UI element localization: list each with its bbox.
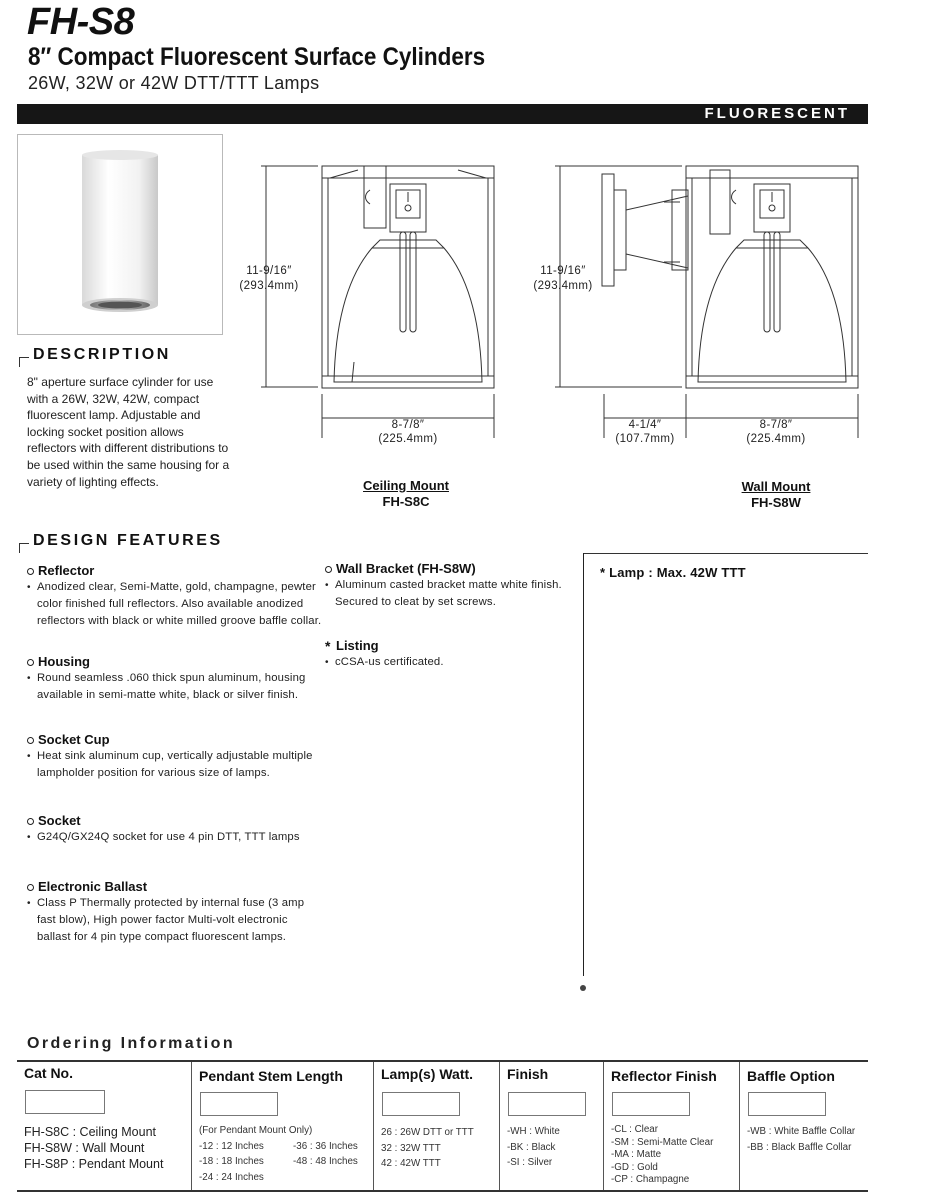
feature-text: • Round seamless .060 thick spun aluminum, housing available in semi-matte white, black or silver finish.	[27, 670, 322, 704]
finish-input-box[interactable]	[508, 1092, 586, 1116]
ordering-col-title: Finish	[507, 1066, 549, 1082]
feature-text: • G24Q/GX24Q socket for use 4 pin DTT, TTT lamps	[27, 829, 322, 846]
feature-title: Reflector	[27, 563, 322, 579]
ceiling-width-in: 8-7/8″	[391, 419, 425, 431]
ordering-heading: Ordering Information	[27, 1035, 235, 1052]
feature-title: Electronic Ballast	[27, 879, 322, 895]
ordering-item: -12 : 12 Inches	[199, 1140, 264, 1152]
reflector-finish-input-box[interactable]	[612, 1092, 690, 1116]
page-title: 8″ Compact Fluorescent Surface Cylinders	[28, 43, 486, 71]
wall-height-mm: (293.4mm)	[533, 280, 593, 292]
ceiling-mount-drawing	[258, 150, 508, 442]
stem-length-input-box[interactable]	[200, 1092, 278, 1116]
ordering-col-title: Reflector Finish	[611, 1068, 717, 1084]
lamp-watt-input-box[interactable]	[382, 1092, 460, 1116]
feature-title: Housing	[27, 654, 322, 670]
ordering-item: FH-S8W : Wall Mount	[24, 1141, 145, 1155]
cylinder-fixture-image	[18, 135, 222, 334]
page-subtitle: 26W, 32W or 42W DTT/TTT Lamps	[28, 73, 320, 93]
wall-depth-in: 4-1/4″	[628, 419, 662, 431]
feature-title: Socket Cup	[27, 732, 322, 748]
lamp-note: * Lamp : Max. 42W TTT	[600, 565, 746, 580]
feature-text: • Anodized clear, Semi-Matte, gold, champagne, pewter color finished full reflectors. Also available anodized reflectors with black or white milled groove baffle collar.	[27, 579, 322, 630]
ordering-item: 32 : 32W TTT	[381, 1142, 441, 1154]
feature-socket	[27, 813, 322, 846]
feature-title: Socket	[27, 813, 322, 829]
ordering-item: -BB : Black Baffle Collar	[747, 1141, 852, 1153]
feature-listing	[325, 638, 565, 671]
feature-socket-cup	[27, 732, 322, 782]
features-divider	[583, 553, 868, 554]
feature-title: Wall Bracket (FH-S8W)	[325, 561, 565, 577]
ceiling-mount-name: Ceiling Mount	[363, 478, 449, 493]
feature-title: * Listing	[325, 638, 565, 654]
ceiling-mount-code: FH-S8C	[382, 494, 430, 509]
feature-text: • cCSA-us certificated.	[325, 654, 565, 671]
ceiling-height-in: 11-9/16″	[246, 265, 292, 277]
ceiling-width-mm: (225.4mm)	[378, 433, 438, 445]
ordering-col-title: Baffle Option	[747, 1068, 835, 1084]
description-heading: DESCRIPTION	[33, 346, 171, 363]
ordering-item: -CP : Champagne	[611, 1174, 690, 1185]
ordering-item: -CL : Clear	[611, 1124, 658, 1135]
ordering-col-stem-length	[191, 1062, 373, 1190]
ordering-item: -SI : Silver	[507, 1157, 553, 1168]
ordering-table	[17, 1060, 868, 1192]
ordering-item: -BK : Black	[507, 1141, 556, 1153]
wall-mount-drawing	[552, 150, 872, 442]
cat-no-input-box[interactable]	[25, 1090, 105, 1114]
wall-depth-mm: (107.7mm)	[615, 433, 675, 445]
product-photo	[17, 134, 223, 335]
feature-housing	[27, 654, 322, 704]
ordering-item: -48 : 48 Inches	[293, 1156, 358, 1167]
ordering-col-reflector-finish	[603, 1062, 739, 1190]
ordering-item: 42 : 42W TTT	[381, 1158, 441, 1169]
column-divider	[583, 553, 584, 976]
ordering-col-lamp-watt	[373, 1062, 499, 1190]
feature-text: • Aluminum casted bracket matte white finish. Secured to cleat by set screws.	[325, 577, 565, 611]
feature-electronic-ballast	[27, 879, 322, 946]
ordering-item: -24 : 24 Inches	[199, 1171, 264, 1183]
ordering-col-title: Cat No.	[24, 1065, 73, 1081]
ordering-col-baffle-option	[739, 1062, 868, 1190]
ordering-item: FH-S8C : Ceiling Mount	[24, 1125, 156, 1139]
wall-mount-label	[706, 479, 846, 511]
wall-mount-name: Wall Mount	[741, 479, 811, 494]
ordering-item: FH-S8P : Pendant Mount	[24, 1157, 164, 1171]
baffle-option-input-box[interactable]	[748, 1092, 826, 1116]
feature-text: • Class P Thermally protected by internal fuse (3 amp fast blow), High power factor Multi-volt electronic ballast for 4 pin type compact fluorescent lamps.	[27, 895, 322, 946]
category-bar	[17, 104, 868, 124]
description-text: 8" aperture surface cylinder for use with a 26W, 32W, 42W, compact fluorescent lamp. Adjustable and locking socket position allows reflectors with different distributions to be used within the same housing for a variety of lighting effects.	[27, 375, 230, 489]
ordering-col-title: Pendant Stem Length	[199, 1068, 343, 1084]
ordering-item: -GD : Gold	[611, 1161, 658, 1173]
ordering-col-finish	[499, 1062, 603, 1190]
wall-width-mm: (225.4mm)	[746, 433, 806, 445]
divider-dot	[580, 985, 586, 991]
ordering-note: (For Pendant Mount Only)	[199, 1125, 313, 1136]
ordering-item: -MA : Matte	[611, 1149, 662, 1160]
features-heading: DESIGN FEATURES	[33, 532, 223, 549]
ordering-item: -WH : White	[507, 1126, 560, 1137]
ceiling-height-mm: (293.4mm)	[239, 280, 299, 292]
wall-height-in: 11-9/16″	[540, 265, 586, 277]
ordering-item: -36 : 36 Inches	[293, 1140, 358, 1152]
ordering-item: 26 : 26W DTT or TTT	[381, 1127, 474, 1138]
category-label: FLUORESCENT	[704, 105, 850, 122]
model-number: FH-S8	[27, 1, 135, 43]
ceiling-mount-label	[336, 478, 476, 510]
ordering-col-title: Lamp(s) Watt.	[381, 1066, 474, 1082]
ordering-item: -SM : Semi-Matte Clear	[611, 1136, 714, 1148]
wall-width-in: 8-7/8″	[759, 419, 793, 431]
feature-wall-bracket	[325, 561, 565, 611]
ordering-item: -18 : 18 Inches	[199, 1156, 264, 1167]
wall-mount-code: FH-S8W	[751, 495, 801, 510]
feature-text: • Heat sink aluminum cup, vertically adjustable multiple lampholder position for various size of lamps.	[27, 748, 322, 782]
ordering-item: -WB : White Baffle Collar	[747, 1126, 856, 1137]
feature-reflector	[27, 563, 322, 630]
ordering-col-cat-no	[17, 1062, 187, 1190]
